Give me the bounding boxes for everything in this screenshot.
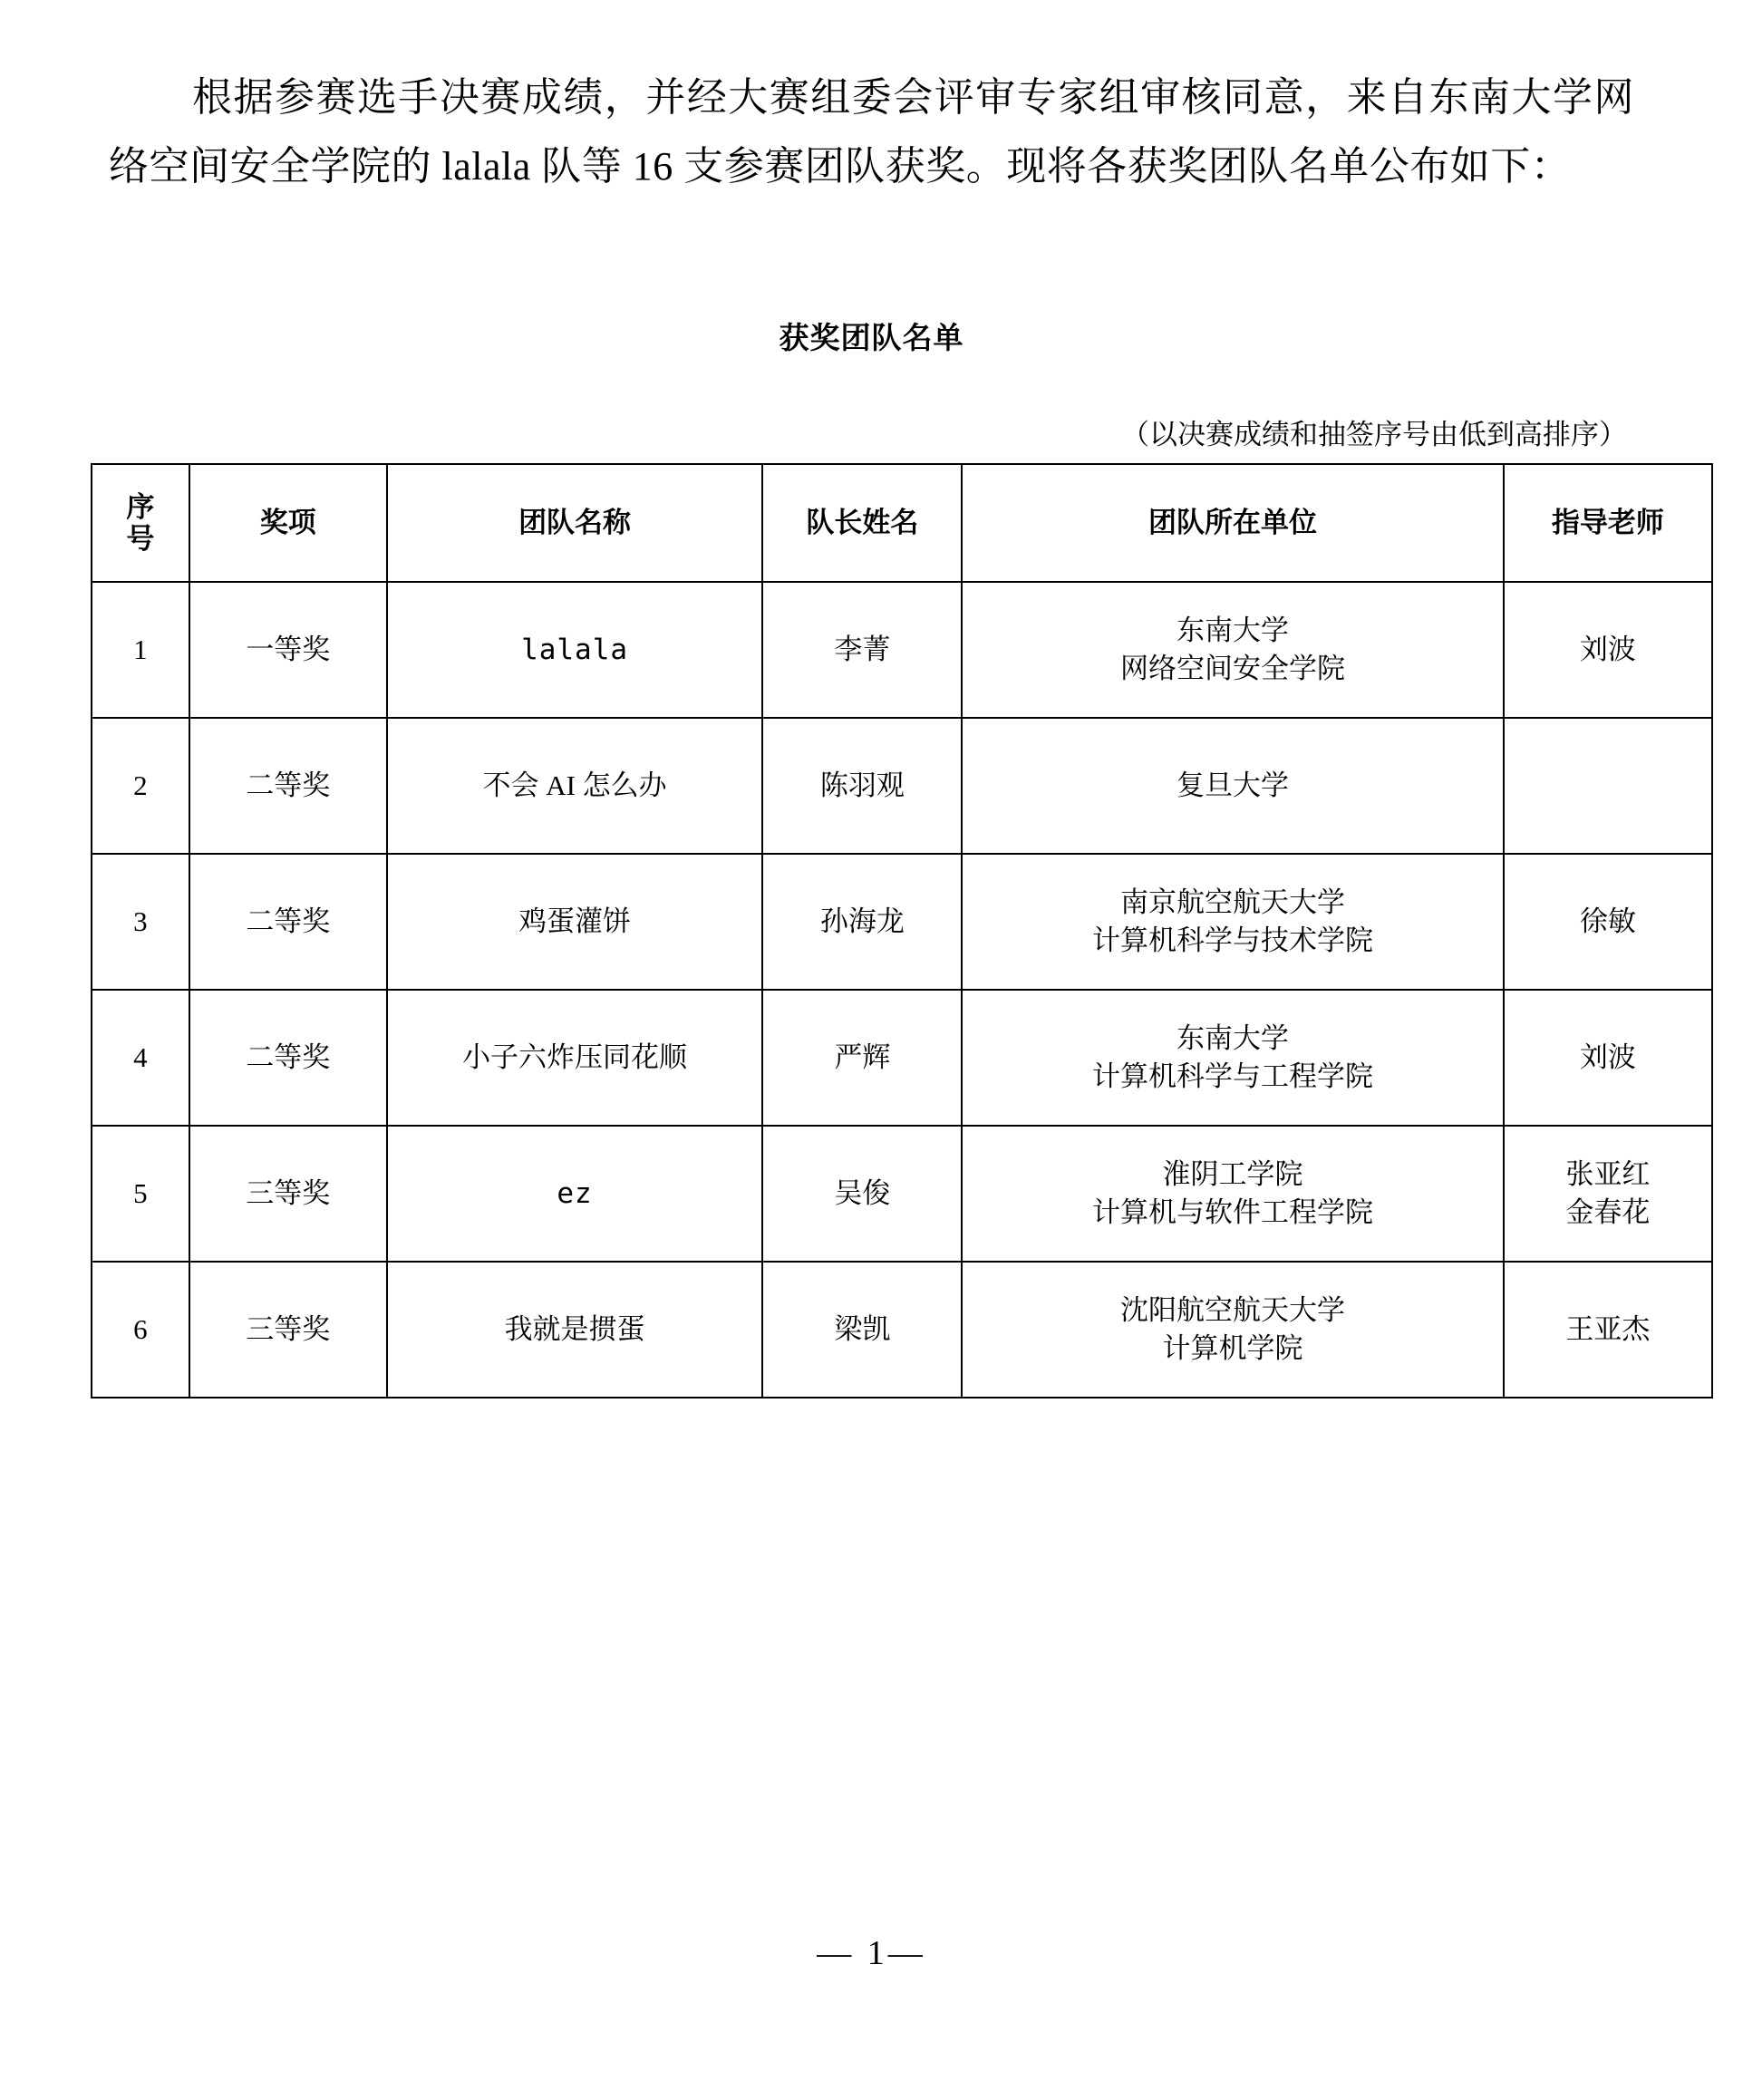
table-row	[92, 1126, 1712, 1262]
header-unit: 团队所在单位	[962, 464, 1503, 582]
cell-unit	[962, 718, 1503, 854]
table-header-row	[92, 464, 1712, 582]
cell-unit	[962, 854, 1503, 990]
cell-unit-line1: 沈阳航空航天大学	[1120, 1293, 1346, 1326]
cell-seq: 4	[92, 990, 189, 1126]
cell-unit	[962, 1126, 1503, 1262]
cell-teacher	[1504, 854, 1712, 990]
table-row	[92, 718, 1712, 854]
cell-teacher	[1504, 990, 1712, 1126]
cell-teacher	[1504, 582, 1712, 718]
cell-team-name: 小子六炸压同花顺	[387, 990, 763, 1126]
cell-teacher	[1504, 1262, 1712, 1398]
award-list-table	[91, 463, 1713, 1398]
table-body	[92, 582, 1712, 1398]
cell-unit-line2: 网络空间安全学院	[1120, 653, 1346, 685]
cell-seq: 5	[92, 1126, 189, 1262]
cell-seq: 2	[92, 718, 189, 854]
cell-captain: 李菁	[762, 582, 962, 718]
cell-teacher	[1504, 1126, 1712, 1262]
cell-award: 三等奖	[189, 1126, 387, 1262]
cell-unit-line1: 南京航空航天大学	[1120, 885, 1346, 918]
cell-team-name: 鸡蛋灌饼	[387, 854, 763, 990]
cell-award: 三等奖	[189, 1262, 387, 1398]
cell-team-name: 不会 AI 怎么办	[387, 718, 763, 854]
cell-team-name: 我就是掼蛋	[387, 1262, 763, 1398]
header-seq	[92, 464, 189, 582]
cell-teacher-line1: 刘波	[1579, 1040, 1636, 1073]
page-number-footer: — 1—	[817, 1934, 926, 1972]
cell-captain: 孙海龙	[762, 854, 962, 990]
cell-award: 二等奖	[189, 718, 387, 854]
cell-seq: 1	[92, 582, 189, 718]
cell-seq: 6	[92, 1262, 189, 1398]
cell-teacher	[1504, 718, 1712, 854]
cell-captain: 陈羽观	[762, 718, 962, 854]
cell-unit-line2: 计算机学院	[1162, 1332, 1303, 1365]
cell-unit-line1: 复旦大学	[1177, 769, 1290, 801]
header-seq-line2: 号	[126, 523, 155, 556]
header-teacher: 指导老师	[1504, 464, 1712, 582]
sort-order-note: （以决赛成绩和抽签序号由低到高排序）	[1121, 419, 1627, 451]
cell-captain: 梁凯	[762, 1262, 962, 1398]
table-title: 获奖团队名单	[779, 321, 964, 355]
table-header	[92, 464, 1712, 582]
cell-seq: 3	[92, 854, 189, 990]
cell-unit-line1: 淮阴工学院	[1162, 1157, 1303, 1190]
cell-unit	[962, 990, 1503, 1126]
table-row	[92, 582, 1712, 718]
header-seq-line1: 序	[126, 490, 155, 523]
cell-teacher-line1: 张亚红	[1565, 1157, 1651, 1190]
header-team-name: 团队名称	[387, 464, 763, 582]
cell-unit-line1: 东南大学	[1177, 1021, 1290, 1054]
cell-award: 二等奖	[189, 854, 387, 990]
cell-captain: 吴俊	[762, 1126, 962, 1262]
cell-unit	[962, 582, 1503, 718]
cell-teacher-line1: 徐敏	[1579, 905, 1636, 937]
table-row	[92, 1262, 1712, 1398]
cell-unit-line2: 计算机与软件工程学院	[1092, 1196, 1374, 1229]
cell-teacher-line1: 刘波	[1579, 633, 1636, 665]
header-captain: 队长姓名	[762, 464, 962, 582]
table-row	[92, 854, 1712, 990]
cell-award: 一等奖	[189, 582, 387, 718]
cell-teacher-line2: 金春花	[1565, 1196, 1651, 1229]
cell-award: 二等奖	[189, 990, 387, 1126]
cell-unit-line1: 东南大学	[1177, 614, 1290, 646]
cell-team-name: lalala	[387, 582, 763, 718]
cell-unit	[962, 1262, 1503, 1398]
cell-unit-line2: 计算机科学与技术学院	[1092, 924, 1374, 957]
intro-paragraph: 根据参赛选手决赛成绩，并经大赛组委会评审专家组审核同意，来自东南大学网络空间安全学院的 lalala 队等 16 支参赛团队获奖。现将各获奖团队名单公布如下：	[109, 75, 1634, 189]
cell-team-name: ez	[387, 1126, 763, 1262]
cell-unit-line2: 计算机科学与工程学院	[1092, 1060, 1374, 1093]
cell-captain: 严辉	[762, 990, 962, 1126]
header-award: 奖项	[189, 464, 387, 582]
table-row	[92, 990, 1712, 1126]
cell-teacher-line1: 王亚杰	[1565, 1312, 1651, 1345]
